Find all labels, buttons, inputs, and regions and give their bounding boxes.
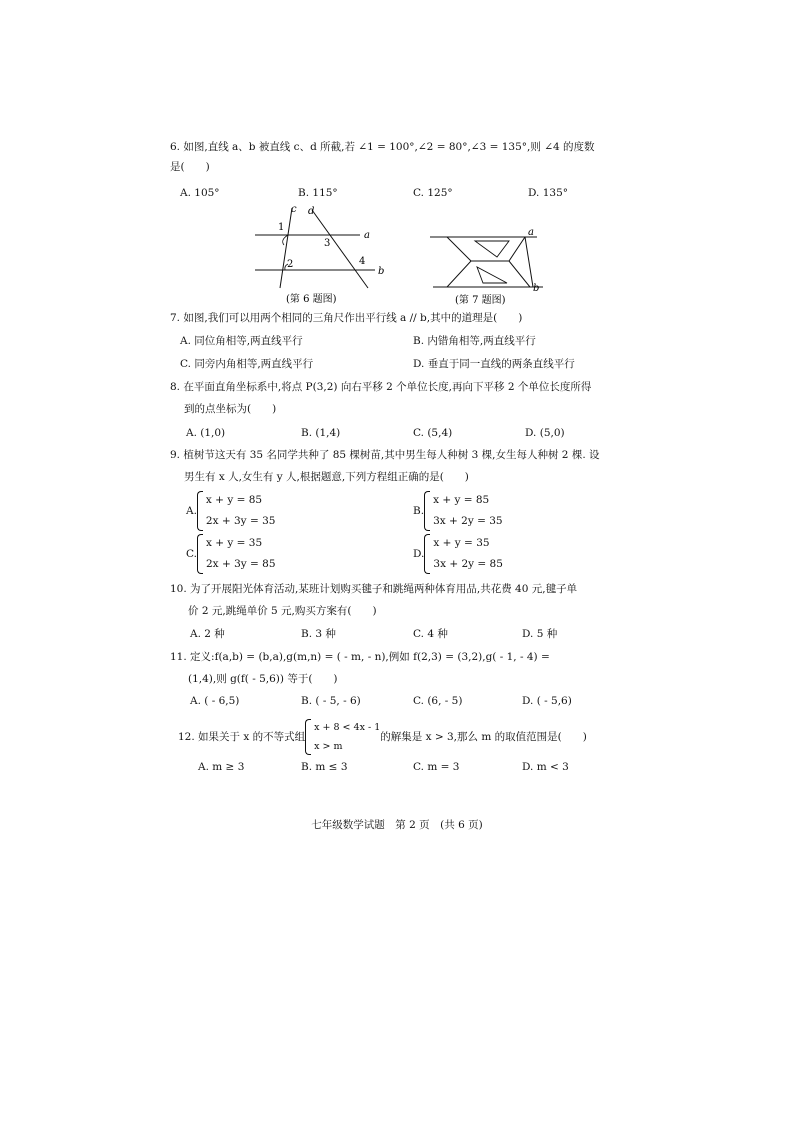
question-6 — [170, 140, 650, 174]
question-9-text: 9. 植树节这天有 35 名同学共种了 85 棵树苗,其中男生每人种树 3 棵,女生每人种树 2 棵. 设 — [170, 449, 600, 461]
question-11 — [170, 650, 650, 686]
q10-option-a: A. 2 种 — [190, 628, 225, 640]
q12-option-b: B. m ≤ 3 — [301, 761, 348, 773]
question-6-text-cont: 是( ) — [170, 161, 210, 174]
question-6-text: 6. 如图,直线 a、b 被直线 c、d 所截,若 ∠1 = 100°,∠2 = 80°,∠3 = 135°,则 ∠4 的度数 — [170, 141, 595, 153]
q9-option-c — [186, 533, 276, 575]
q9-option-b-label: B. — [413, 504, 425, 517]
q6-option-d: D. 135° — [528, 187, 569, 199]
line-c — [280, 208, 292, 288]
question-8-text: 8. 在平面直角坐标系中,将点 P(3,2) 向右平移 2 个单位长度,再向下平移 2 个单位长度所得 — [170, 381, 592, 393]
q8-option-a: A. (1,0) — [186, 427, 226, 439]
q7-option-d: D. 垂直于同一直线的两条直线平行 — [413, 358, 575, 370]
angle-label-3: 3 — [324, 238, 331, 249]
question-11-text-cont: (1,4),则 g(f( - 5,6)) 等于( ) — [188, 673, 338, 686]
q10-option-b: B. 3 种 — [301, 628, 336, 640]
set-square-top-inner — [475, 241, 509, 257]
q9-option-a-label: A. — [186, 504, 197, 517]
label-a: a — [364, 230, 370, 241]
q9-option-a — [186, 490, 275, 532]
q9-option-a-eq2: 2x + 3y = 35 — [205, 515, 276, 527]
q11-option-d: D. ( - 5,6) — [522, 695, 572, 707]
q11-option-b: B. ( - 5, - 6) — [301, 695, 361, 707]
question-10-text-cont: 价 2 元,跳绳单价 5 元,购买方案有( ) — [188, 605, 377, 618]
q11-option-a: A. ( - 6,5) — [190, 695, 240, 707]
q9-option-d-label: D. — [413, 547, 425, 560]
question-10 — [170, 582, 650, 618]
question-12 — [178, 718, 587, 756]
q9-option-c-label: C. — [186, 547, 197, 560]
q7-option-a: A. 同位角相等,两直线平行 — [180, 335, 303, 347]
figure-7 — [425, 225, 555, 310]
q12-inequality-system — [305, 718, 380, 756]
q12-option-c: C. m = 3 — [413, 761, 460, 773]
q10-option-c: C. 4 种 — [413, 628, 448, 640]
q9-option-d-eq1: x + y = 35 — [433, 537, 490, 549]
question-7 — [170, 311, 650, 325]
question-12-text-post: 的解集是 x > 3,那么 m 的取值范围是( ) — [380, 730, 587, 743]
q9-option-b-eq2: 3x + 2y = 35 — [433, 515, 503, 527]
q11-option-c: C. (6, - 5) — [413, 695, 463, 707]
set-square-bottom-inner — [477, 267, 507, 283]
question-8-text-cont: 到的点坐标为( ) — [184, 403, 277, 416]
q7-option-c: C. 同旁内角相等,两直线平行 — [180, 358, 314, 370]
q12-option-a: A. m ≥ 3 — [198, 761, 245, 773]
q9-option-c-eq1: x + y = 35 — [206, 537, 263, 549]
q9-option-d-eq2: 3x + 2y = 85 — [433, 558, 503, 570]
q12-ineq2: x > m — [314, 741, 343, 752]
q8-option-b: B. (1,4) — [301, 427, 341, 439]
label-b: b — [533, 283, 540, 294]
figure-7-caption: (第 7 题图) — [455, 295, 506, 306]
q9-option-b-system — [424, 490, 503, 532]
q10-option-d: D. 5 种 — [522, 628, 558, 640]
page-footer: 七年级数学试题 第 2 页 (共 6 页) — [311, 819, 483, 831]
label-c: c — [291, 204, 297, 215]
q7-option-b: B. 内错角相等,两直线平行 — [413, 335, 536, 347]
question-11-text: 11. 定义:f(a,b) = (b,a),g(m,n) = ( - m, - n),例如 f(2,3) = (3,2),g( - 1, - 4) = — [170, 651, 550, 663]
q12-option-d: D. m < 3 — [522, 761, 569, 773]
q9-option-c-eq2: 2x + 3y = 85 — [206, 558, 276, 570]
q8-option-c: C. (5,4) — [413, 427, 453, 439]
q9-option-a-system — [197, 490, 276, 532]
question-10-text: 10. 为了开展阳光体育活动,某班计划购买毽子和跳绳两种体育用品,共花费 40 元,毽子单 — [170, 583, 578, 595]
q6-option-b: B. 115° — [298, 187, 338, 199]
angle-label-2: 2 — [287, 259, 294, 270]
q6-option-c: C. 125° — [413, 187, 453, 199]
question-12-text-pre: 12. 如果关于 x 的不等式组 — [178, 730, 306, 743]
question-8 — [170, 380, 650, 416]
q9-option-d-system — [424, 533, 503, 575]
question-9 — [170, 448, 650, 484]
q9-option-b — [413, 490, 503, 532]
angle-label-1: 1 — [278, 222, 285, 233]
q9-option-b-eq1: x + y = 85 — [433, 494, 490, 506]
q9-option-c-system — [197, 533, 276, 575]
edge-line — [525, 237, 533, 287]
question-9-text-cont: 男生有 x 人,女生有 y 人,根据题意,下列方程组正确的是( ) — [184, 471, 469, 484]
angle-label-4: 4 — [359, 256, 366, 267]
q9-option-a-eq1: x + y = 85 — [205, 494, 263, 506]
question-7-text: 7. 如图,我们可以用两个相同的三角尺作出平行线 a // b,其中的道理是( ) — [170, 312, 523, 324]
line-d — [312, 210, 368, 288]
q9-option-d — [413, 533, 503, 575]
q8-option-d: D. (5,0) — [525, 427, 565, 439]
figure-6 — [250, 200, 390, 310]
label-d: d — [308, 206, 315, 217]
q12-ineq1: x + 8 < 4x - 1 — [314, 722, 381, 733]
label-b: b — [378, 266, 385, 277]
label-a: a — [528, 227, 534, 238]
figure-6-caption: (第 6 题图) — [286, 294, 337, 305]
q6-option-a: A. 105° — [180, 187, 220, 199]
